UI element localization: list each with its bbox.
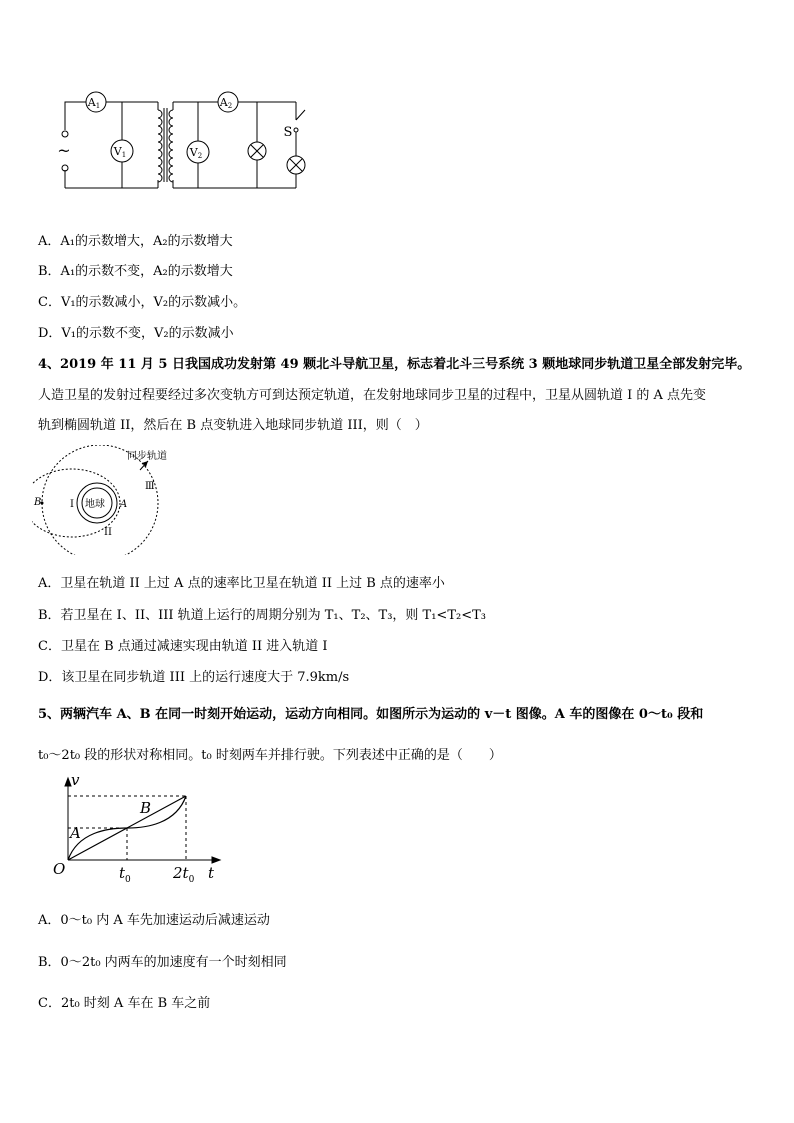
- q5-option-c: C．2t₀ 时刻 A 车在 B 车之前: [38, 996, 211, 1011]
- q5-stem-line2: t₀～2t₀ 段的形状对称相同。t₀ 时刻两车并排行驶。下列表述中正确的是（ ）: [38, 748, 502, 763]
- q3-option-d: D．V₁的示数不变，V₂的示数减小: [38, 326, 234, 341]
- a2-label: A: [219, 96, 228, 109]
- svg-text:A1: A1: [87, 96, 101, 110]
- q4-stem-line2: 人造卫星的发射过程要经过多次变轨方可到达预定轨道，在发射地球同步卫星的过程中，卫星从圆轨道 I 的 A 点先变: [38, 388, 707, 403]
- ac-source-symbol: ~: [57, 141, 71, 160]
- q5-option-a: A．0～t₀ 内 A 车先加速运动后减速运动: [38, 913, 270, 928]
- q3-option-b: B．A₁的示数不变，A₂的示数增大: [38, 264, 233, 279]
- svg-text:V2: V2: [189, 146, 203, 160]
- t0-label: t: [119, 864, 126, 882]
- axis-t-label: t: [208, 864, 215, 882]
- curve-a-label: A: [70, 824, 81, 842]
- earth-label: 地球: [85, 499, 105, 510]
- two-t0-label: 2t: [173, 864, 189, 882]
- point-b-label: B: [34, 497, 42, 508]
- v2-label: V: [189, 146, 198, 159]
- q5-option-b: B．0～2t₀ 内两车的加速度有一个时刻相同: [38, 955, 287, 970]
- axis-v-label: v: [71, 771, 80, 789]
- curve-b-label: B: [140, 799, 152, 817]
- origin-label: O: [53, 860, 66, 878]
- vt-graph: [48, 770, 228, 885]
- point-a-label: A: [120, 499, 128, 510]
- sync-orbit-label: 同步轨道: [127, 451, 167, 462]
- svg-text:A2: A2: [219, 96, 233, 110]
- a1-label: A: [87, 96, 96, 109]
- orbit-iii-label: Ⅲ: [145, 481, 155, 492]
- q4-stem-line3: 轨到椭圆轨道 II，然后在 B 点变轨进入地球同步轨道 III，则（ ）: [38, 418, 428, 433]
- orbit-diagram: [32, 445, 202, 555]
- svg-text:t0: $t_0$: [119, 864, 131, 885]
- orbit-ii-label: II: [104, 527, 112, 538]
- q5-stem-line1: 5、两辆汽车 A、B 在同一时刻开始运动，运动方向相同。如图所示为运动的 v－t 图像。A 车的图像在 0～t₀ 段和: [38, 707, 704, 722]
- svg-text:2t0: $2t_0$: [173, 864, 195, 885]
- orbit-i-label: I: [70, 499, 74, 510]
- q3-option-a: A．A₁的示数增大，A₂的示数增大: [38, 234, 233, 249]
- q4-option-d: D．该卫星在同步轨道 III 上的运行速度大于 7.9km/s: [38, 670, 350, 685]
- svg-text:V1: V1: [113, 145, 127, 159]
- circuit-diagram: [50, 90, 320, 200]
- q4-option-c: C．卫星在 B 点通过减速实现由轨道 II 进入轨道 I: [38, 639, 328, 654]
- q3-option-c: C．V₁的示数减小，V₂的示数减小。: [38, 295, 247, 310]
- q4-stem-line1: 4、2019 年 11 月 5 日我国成功发射第 49 颗北斗导航卫星，标志着北斗三号系统 3 颗地球同步轨道卫星全部发射完毕。: [38, 357, 751, 372]
- switch-label: S: [283, 125, 293, 140]
- v1-label: V: [113, 145, 122, 158]
- q4-option-a: A．卫星在轨道 II 上过 A 点的速率比卫星在轨道 II 上过 B 点的速率小: [38, 576, 445, 591]
- q4-option-b: B．若卫星在 I、II、III 轨道上运行的周期分别为 T₁、T₂、T₃，则 T₁<T₂<T₃: [38, 608, 486, 623]
